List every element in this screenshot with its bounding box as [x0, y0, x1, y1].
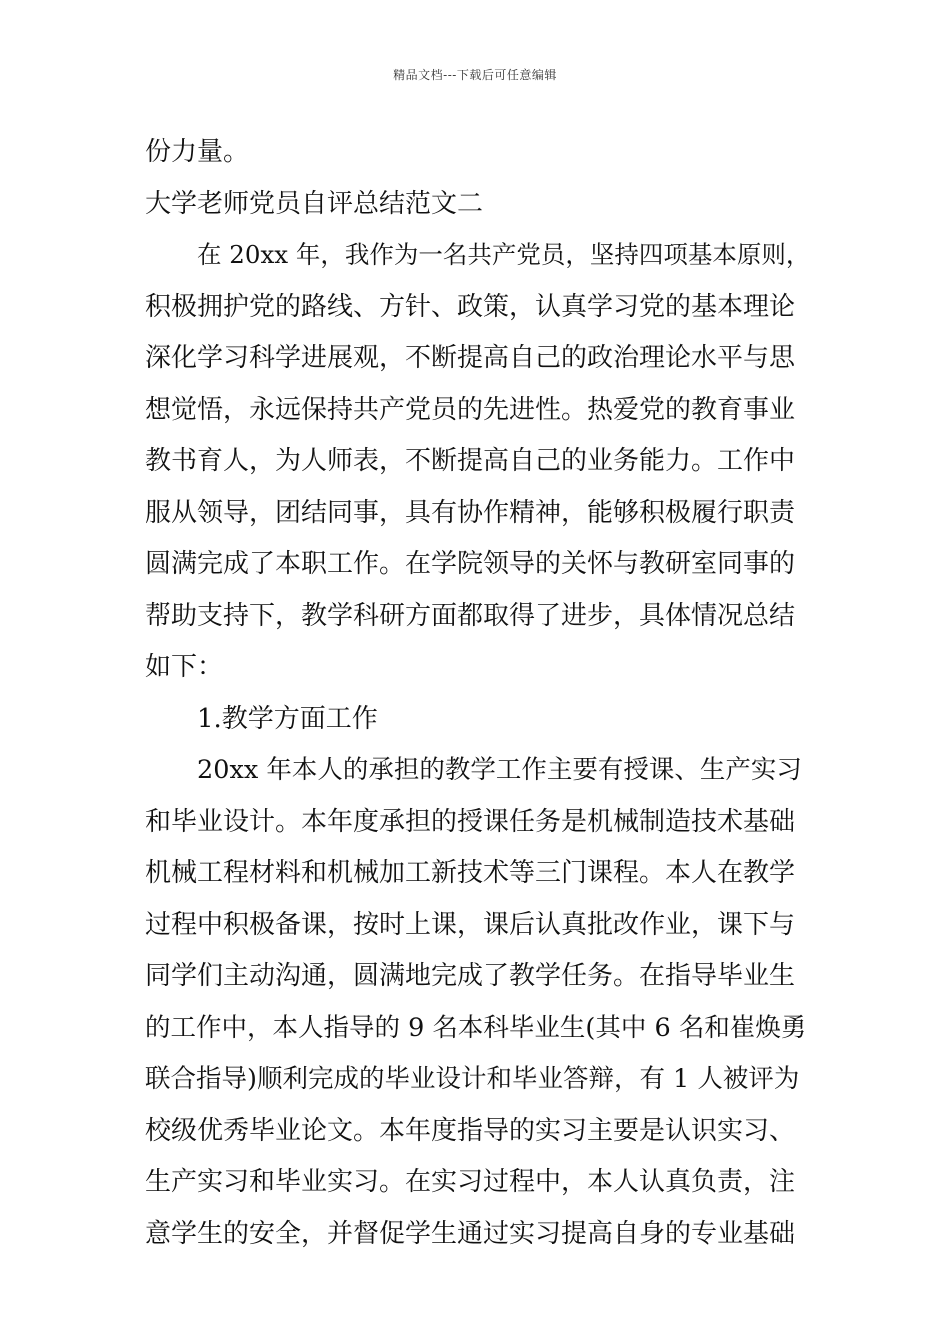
text-line: 20xx 年本人的承担的教学工作主要有授课、生产实习 — [197, 755, 802, 785]
text-line: 生产实习和毕业实习。在实习过程中，本人认真负责，注 — [145, 1167, 796, 1197]
text-line: 想觉悟，永远保持共产党员的先进性。热爱党的教育事业 — [145, 394, 796, 425]
text-line: 在 20xx 年，我作为一名共产党员，坚持四项基本原则， — [197, 240, 811, 269]
page-header: 精品文档---下载后可任意编辑 — [393, 68, 557, 82]
text-line: 过程中积极备课，按时上课，课后认真批改作业，课下与 — [145, 909, 796, 940]
section-title: 大学老师党员自评总结范文二 — [145, 188, 484, 219]
text-line: 服从领导，团结同事，具有协作精神，能够积极履行职责 — [145, 497, 796, 528]
text-line: 的工作中，本人指导的 9 名本科毕业生(其中 6 名和崔焕勇 — [145, 1012, 807, 1043]
text-line: 深化学习科学进展观，不断提高自己的政治理论水平与思 — [145, 343, 796, 373]
document-body — [145, 130, 810, 1263]
text-line: 和毕业设计。本年度承担的授课任务是机械制造技术基础 — [145, 806, 796, 837]
text-line: 份力量。 — [145, 137, 250, 167]
subsection-heading: 1.教学方面工作 — [197, 703, 378, 734]
text-line: 积极拥护党的路线、方针、政策，认真学习党的基本理论 — [145, 291, 796, 322]
text-line: 帮助支持下，教学科研方面都取得了进步，具体情况总结 — [145, 600, 796, 631]
text-line: 机械工程材料和机械加工新技术等三门课程。本人在教学 — [145, 858, 796, 888]
text-line: 如下： — [145, 652, 224, 682]
text-line: 同学们主动沟通，圆满地完成了教学任务。在指导毕业生 — [145, 961, 796, 991]
text-line: 教书育人，为人师表，不断提高自己的业务能力。工作中 — [145, 446, 796, 476]
text-line: 联合指导)顺利完成的毕业设计和毕业答辩，有 1 人被评为 — [145, 1064, 800, 1094]
text-line: 意学生的安全，并督促学生通过实习提高自身的专业基础 — [145, 1218, 796, 1249]
text-line: 校级优秀毕业论文。本年度指导的实习主要是认识实习、 — [145, 1115, 796, 1146]
text-line: 圆满完成了本职工作。在学院领导的关怀与教研室同事的 — [145, 549, 796, 579]
